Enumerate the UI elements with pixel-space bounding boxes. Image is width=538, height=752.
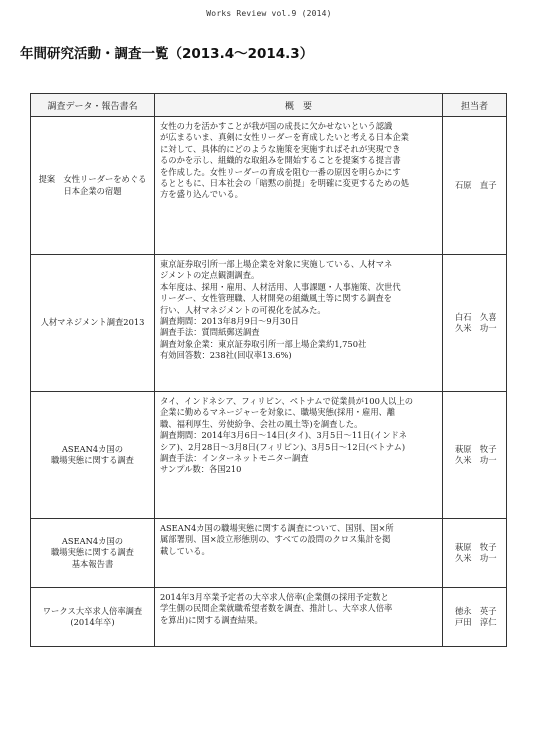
summary-line: 行い、人材マネジメントの可視化を試みた。 (160, 304, 326, 315)
summary-line: 職、福利厚生、労使紛争、会社の風土等)を調査した。 (160, 418, 363, 429)
summary-line: 調査期間：2013年8月9日～9月30日 (160, 316, 299, 327)
staff-name: 石原 直子 (455, 179, 497, 190)
summary-line: 調査手法：インターネットモニター調査 (160, 453, 309, 464)
summary-line: 調査期間：2014年3月6日～14日(タイ)、3月5日～11日(インドネ (160, 430, 408, 441)
summary-line: るのかを示し、組織的な取組みを開始することを提案する提言書 (160, 155, 401, 166)
report-name-cell (31, 588, 155, 647)
summary-line: ASEAN4カ国の職場実態に関する調査について、国別、国×所 (160, 523, 394, 533)
report-name-line: 提案 女性リーダーをめぐる (38, 174, 147, 185)
summary-line: 属部署別、国×設立形態別の、すべての設問のクロス集計を掲 (160, 534, 391, 545)
report-name-cell (31, 117, 155, 255)
summary-line: 本年度は、採用・雇用、人材活用、人事課題・人事施策、次世代 (160, 281, 401, 292)
summary-line: が広まるいま、真剣に女性リーダーを育成したいと考える日本企業 (160, 132, 409, 143)
report-name-line: 日本企業の宿題 (63, 185, 122, 196)
summary-line: タイ、インドネシア、フィリピン、ベトナムで従業員が100人以上の (160, 396, 414, 406)
summary-cell (155, 117, 443, 255)
page-title: 年間研究活動・調査一覧（2013.4～2014.3） (20, 46, 314, 62)
column-header-staff: 担当者 (443, 94, 507, 117)
summary-line: 東京証券取引所一部上場企業を対象に実施している、人材マネ (160, 259, 393, 269)
table-row (31, 255, 507, 392)
report-name-line: 人材マネジメント調査2013 (40, 317, 145, 328)
table-row (31, 117, 507, 255)
summary-cell (155, 519, 443, 588)
report-name-line: 基本報告書 (71, 558, 114, 569)
summary-cell (155, 392, 443, 519)
summary-cell (155, 255, 443, 392)
table-row (31, 588, 507, 647)
staff-cell (443, 519, 507, 588)
staff-name: 白石 久喜 (455, 311, 497, 322)
summary-line: 方を盛り込んでいる。 (160, 189, 243, 200)
summary-line: を作成した。女性リーダーの育成を阻む一番の原因を明らかにす (160, 166, 401, 177)
research-activity-table (30, 93, 507, 647)
summary-line: 女性の力を活かすことが我が国の成長に欠かせないという認識 (160, 121, 393, 131)
summary-line: 2014年3月卒業予定者の大卒求人倍率(企業側の採用予定数と (160, 592, 389, 602)
summary-line: に対して、具体的にどのような施策を実施すればそれが実現でき (160, 143, 401, 154)
staff-name: 萩原 牧子 (455, 541, 497, 552)
report-name-line: 職場実態に関する調査 (51, 455, 134, 465)
staff-cell (443, 255, 507, 392)
summary-line: シア)、2月28日～3月8日(フィリピン)、3月5日～12日(ベトナム) (160, 441, 406, 452)
staff-name: 徳永 英子 (455, 605, 497, 616)
staff-cell (443, 117, 507, 255)
summary-line: 有効回答数：238社(回収率13.6%) (160, 350, 292, 361)
summary-line: るとともに、日本社会の「暗黙の前提」を明確に変更するための処 (160, 178, 409, 189)
summary-cell (155, 588, 443, 647)
report-name-cell (31, 519, 155, 588)
column-header-summary: 概 要 (155, 94, 443, 117)
summary-line: 調査手法：質問紙郵送調査 (160, 327, 260, 338)
summary-line: 調査対象企業：東京証券取引所一部上場企業約1,750社 (160, 338, 367, 349)
column-header-name: 調査データ・報告書名 (31, 94, 155, 117)
summary-line: サンプル数：各国210 (160, 464, 242, 475)
staff-cell (443, 392, 507, 519)
report-name-line: (2014年卒) (70, 617, 115, 627)
summary-line: リーダー、女性管理職、人材開発の組織風土等に関する調査を (160, 293, 392, 304)
running-header: Works Review vol.9 (2014) (206, 9, 332, 18)
table-row (31, 519, 507, 588)
report-name-line: ASEAN4カ国の (61, 443, 124, 454)
staff-cell (443, 588, 507, 647)
report-name-line: 職場実態に関する調査 (51, 547, 134, 558)
summary-line: 企業に勤めるマネージャーを対象に、職場実態(採用・雇用、離 (160, 407, 396, 418)
report-name-cell (31, 392, 155, 519)
staff-name: 戸田 淳仁 (455, 617, 497, 627)
summary-line: 載している。 (160, 545, 210, 556)
table-row (31, 392, 507, 519)
summary-line: を算出)に関する調査結果。 (160, 614, 263, 625)
summary-line: ジメントの定点観測調査。 (160, 270, 260, 281)
report-name-line: ワークス大卒求人倍率調査 (42, 605, 143, 616)
staff-name: 久米 功一 (455, 455, 497, 465)
table-header-row (31, 94, 507, 117)
staff-name: 久米 功一 (455, 323, 497, 333)
report-name-line: ASEAN4カ国の (61, 535, 124, 546)
staff-name: 萩原 牧子 (455, 443, 497, 454)
report-name-cell (31, 255, 155, 392)
summary-line: 学生側の民間企業就職希望者数を調査、推計し、大卒求人倍率 (160, 603, 393, 614)
staff-name: 久米 功一 (455, 553, 497, 563)
